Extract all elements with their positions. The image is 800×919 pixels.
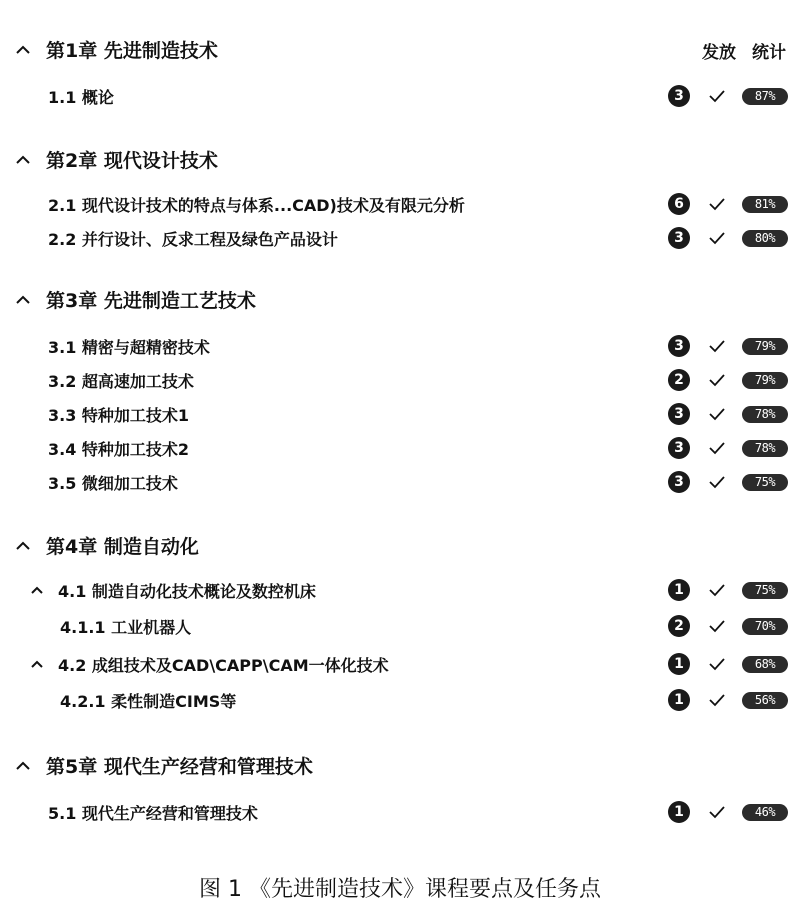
list-item[interactable]	[0, 686, 800, 714]
collapse-caret-icon[interactable]	[14, 537, 32, 555]
chapter-title: 第5章 现代生产经营和管理技术	[46, 756, 313, 778]
check-icon	[706, 227, 728, 249]
task-count-badge: 2	[668, 615, 690, 637]
item-label: 3.4 特种加工技术2	[48, 439, 190, 459]
task-count-badge: 6	[668, 193, 690, 215]
task-count-badge: 3	[668, 227, 690, 249]
collapse-caret-icon[interactable]	[14, 291, 32, 309]
completion-percent-pill: 78%	[742, 440, 788, 457]
check-icon	[706, 579, 728, 601]
completion-percent-pill: 78%	[742, 406, 788, 423]
collapse-caret-icon[interactable]	[28, 581, 46, 599]
check-icon	[706, 801, 728, 823]
item-label: 2.1 现代设计技术的特点与体系...CAD)技术及有限元分析	[48, 195, 465, 215]
completion-percent-pill: 87%	[742, 88, 788, 105]
task-count-badge: 3	[668, 403, 690, 425]
list-item[interactable]	[0, 650, 800, 678]
chapter-2-header[interactable]	[14, 146, 218, 173]
completion-percent-pill: 79%	[742, 338, 788, 355]
item-label: 4.2 成组技术及CAD\CAPP\CAM一体化技术	[58, 655, 389, 675]
check-icon	[706, 653, 728, 675]
item-label: 1.1 概论	[48, 87, 114, 107]
completion-percent-pill: 46%	[742, 804, 788, 821]
list-item[interactable]	[0, 366, 800, 394]
list-item[interactable]	[0, 190, 800, 218]
check-icon	[706, 193, 728, 215]
item-label: 3.2 超高速加工技术	[48, 371, 194, 391]
list-item[interactable]	[0, 224, 800, 252]
list-item[interactable]	[0, 434, 800, 462]
completion-percent-pill: 75%	[742, 582, 788, 599]
completion-percent-pill: 75%	[742, 474, 788, 491]
completion-percent-pill: 80%	[742, 230, 788, 247]
chapter-title: 第4章 制造自动化	[46, 536, 199, 558]
list-item[interactable]	[0, 612, 800, 640]
completion-percent-pill: 70%	[742, 618, 788, 635]
item-label: 5.1 现代生产经营和管理技术	[48, 803, 258, 823]
chapter-3-header[interactable]	[14, 286, 256, 313]
check-icon	[706, 689, 728, 711]
collapse-caret-icon[interactable]	[14, 151, 32, 169]
list-item[interactable]	[0, 798, 800, 826]
item-label: 2.2 并行设计、反求工程及绿色产品设计	[48, 229, 338, 249]
task-count-badge: 3	[668, 85, 690, 107]
chapter-5-header[interactable]	[14, 752, 313, 779]
collapse-caret-icon[interactable]	[14, 41, 32, 59]
task-count-badge: 1	[668, 653, 690, 675]
list-item[interactable]	[0, 468, 800, 496]
list-item[interactable]	[0, 82, 800, 110]
chapter-title: 第2章 现代设计技术	[46, 150, 218, 172]
check-icon	[706, 403, 728, 425]
completion-percent-pill: 68%	[742, 656, 788, 673]
item-label: 3.1 精密与超精密技术	[48, 337, 210, 357]
task-count-badge: 1	[668, 801, 690, 823]
task-count-badge: 2	[668, 369, 690, 391]
list-item[interactable]	[0, 332, 800, 360]
task-count-badge: 3	[668, 471, 690, 493]
issue-column-header: 发放	[702, 43, 736, 63]
collapse-caret-icon[interactable]	[14, 757, 32, 775]
completion-percent-pill: 56%	[742, 692, 788, 709]
task-count-badge: 3	[668, 335, 690, 357]
chapter-title: 第3章 先进制造工艺技术	[46, 290, 256, 312]
item-label: 4.1.1 工业机器人	[60, 617, 192, 637]
check-icon	[706, 85, 728, 107]
completion-percent-pill: 79%	[742, 372, 788, 389]
chapter-4-header[interactable]	[14, 532, 199, 559]
task-count-badge: 1	[668, 579, 690, 601]
chapter-1-header[interactable]	[14, 36, 218, 63]
item-label: 4.2.1 柔性制造CIMS等	[60, 691, 237, 711]
figure-caption: 图 1 《先进制造技术》课程要点及任务点	[199, 877, 601, 902]
task-count-badge: 3	[668, 437, 690, 459]
check-icon	[706, 615, 728, 637]
completion-percent-pill: 81%	[742, 196, 788, 213]
item-label: 4.1 制造自动化技术概论及数控机床	[58, 581, 316, 601]
item-label: 3.5 微细加工技术	[48, 473, 178, 493]
collapse-caret-icon[interactable]	[28, 655, 46, 673]
list-item[interactable]	[0, 400, 800, 428]
check-icon	[706, 437, 728, 459]
check-icon	[706, 369, 728, 391]
item-label: 3.3 特种加工技术1	[48, 405, 190, 425]
task-count-badge: 1	[668, 689, 690, 711]
check-icon	[706, 335, 728, 357]
stats-column-header: 统计	[752, 43, 786, 63]
column-headers	[702, 38, 786, 63]
list-item[interactable]	[0, 576, 800, 604]
check-icon	[706, 471, 728, 493]
chapter-title: 第1章 先进制造技术	[46, 40, 218, 62]
